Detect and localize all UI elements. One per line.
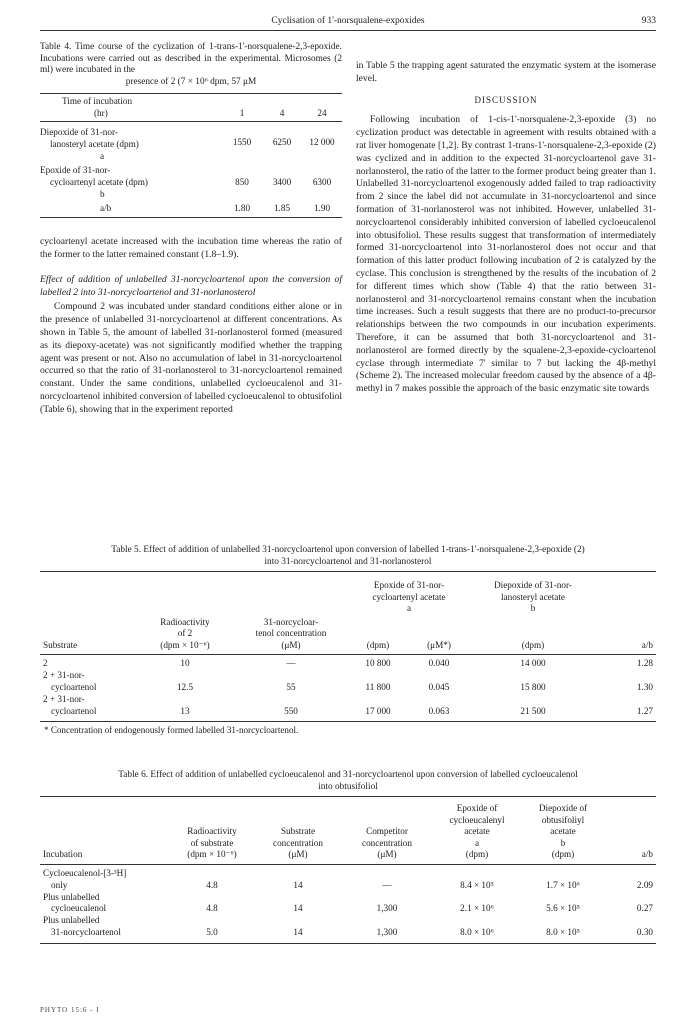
table5-h-conc-3: (μM) (281, 639, 301, 650)
table4-caption (40, 42, 342, 89)
table6-header-competitor (342, 797, 432, 865)
table4-time-2: 4 (262, 93, 302, 121)
table4-row-b (40, 163, 342, 201)
table6-h-epox-2: cycloeucalenyl (449, 814, 505, 825)
table5-cell: 21 500 (520, 705, 546, 716)
table5-cell: 55 (286, 682, 296, 692)
table6-cell: 1.7 × 10⁶ (546, 879, 580, 890)
table6-header-row (40, 797, 656, 865)
table-row (40, 892, 656, 916)
table6-cell: 8.4 × 10⁵ (460, 879, 494, 890)
table6-cell: 2.09 (636, 879, 653, 890)
table5-h-radio-3: (dpm × 10⁻⁶) (160, 639, 210, 650)
table6-h-subst-1: Substrate (280, 826, 316, 837)
table5-h-epox-dpm: (dpm) (348, 616, 408, 655)
table6-h-epox-3: acetate (464, 826, 490, 837)
table4-row-a-label-3: a (100, 150, 105, 161)
table-5 (40, 571, 656, 722)
table4-row-a-label-2: lanosteryl acetate (dpm) (50, 138, 139, 149)
table5-h-epox-um: (μM*) (408, 616, 470, 655)
table4-ratio-cell: 1.80 (233, 202, 251, 213)
table4-header-label-1: Time of incubation (62, 95, 133, 106)
table5-h-conc-2: tenol concentration (255, 628, 327, 639)
table6-cell: 0.30 (636, 926, 653, 937)
table4-cell: 6250 (272, 137, 292, 148)
running-header (40, 16, 656, 31)
table5-sub: 2 (43, 658, 48, 669)
table5-sub: cycloartenol (51, 705, 97, 716)
table5-cell: 550 (284, 705, 298, 716)
table5-sub: 2 + 31-nor- (43, 670, 85, 681)
table6-h-epox-5: (dpm) (465, 849, 489, 860)
table6-cell: 14 (293, 926, 303, 937)
right-paragraph-1: in Table 5 the trapping agent saturated the enzymatic system at the isomerase level. (356, 60, 656, 84)
table6-h-subst-3: (μM) (288, 849, 308, 860)
table4-cell: 6300 (312, 176, 332, 187)
table6-inc: Plus unlabelled (43, 915, 100, 926)
table6-h-comp-1: Competitor (366, 826, 408, 837)
table6-cell: — (382, 879, 392, 890)
table5-sub: 2 + 31-nor- (43, 693, 85, 704)
table6-h-radio-1: Radioactivity (187, 826, 237, 837)
table6-h-epox-4: a (474, 837, 480, 848)
table5-cell: 12.5 (176, 682, 194, 692)
table5-footnote: * Concentration of endogenously formed labelled 31-norcycloartenol. (44, 725, 299, 736)
table4-time-3: 24 (302, 93, 342, 121)
table6-cell: 14 (293, 903, 303, 914)
table5-h-diep-1: Diepoxide of 31-nor- (494, 580, 572, 591)
table6-h-diep-4: b (560, 837, 566, 848)
table6-header-radioactivity (170, 797, 254, 865)
table6-header-epoxide (432, 797, 522, 865)
table5-cell: 10 800 (365, 658, 391, 669)
right-paragraph-2: Following incubation of 1-cis-1'-norsqualene-2,3-epoxide (3) no cyclization product was detectable in agreement with results obtained with a rat liver homogenate [1,2]. By contrast 1-trans-1'-norsqualene-2,3-epoxide (2) was cyclized and in addition to the expected 31-norcycloartenol gave 31-norlanosterol, the ratio of the latter to the former product being greater than 1. Unlabelled 31-norcycloartenol exogenously added failed to trap radioactivity from 2 since the label did not accumulate in 31-norcycloartenol and since formation of 31-norlanosterol was not inhibited. However, unlabelled 31-norcycloartenol considerably inhibited conversion of labelled cycloeucalenol into obtusifoliol. These results suggest that transformation of intermediately formed 31-norcycloartenol into 31-norlanosterol does not occur and that formation of this latter product following incubation of 2 is catalyzed by the cyclase. This conclusion is strengthened by the results of the incubation of 2 for different times which show (Table 4) that the ratio between 31-norlanosterol and 31-norcycloartenol remains constant when the incubation time increases. Such a result suggests that there are no product-to-precursor relationships between the two compounds in our incubation experiments. Therefore, it can be assumed that both 31-norcycloartenol and 31-norlanosterol are formed directly by the squalene-2,3-epoxide-cycloartenol cyclase through intermediate 7' similar to 7 but lacking the 4β-methyl (Scheme 2). The increased molecular freedom caused by the absence of a 4β-methyl in 7 makes possible the approach of the basic enzymatic site towards (356, 114, 656, 395)
table6-inc: 31-norcycloartenol (51, 926, 121, 937)
table6-cell: 1,300 (376, 926, 398, 937)
table6-cell: 8.0 × 10⁵ (546, 926, 580, 937)
table6-h-incubation: Incubation (40, 797, 170, 865)
table6-cell: 2.1 × 10⁶ (460, 903, 494, 914)
left-paragraph-1: cycloartenyl acetate increased with the incubation time whereas the ratio of the former to the latter remained constant (1.8–1.9). (40, 235, 342, 260)
left-column (40, 42, 342, 417)
table-row (40, 694, 656, 722)
table5-sub: cycloartenol (51, 682, 97, 692)
table5-cell: 0.063 (428, 705, 450, 716)
table4-cell: 850 (235, 176, 249, 187)
table4-header-label-2: (hr) (94, 107, 108, 118)
table5-cell: 17 000 (365, 705, 391, 716)
table4-header-row (40, 93, 342, 121)
table5-cell: 10 (180, 658, 190, 669)
table5-caption-line1: Table 5. Effect of addition of unlabelled 31-norcycloartenol upon conversion of labelled 1-trans-1'-norsqualene-2,3-epoxide (2) (111, 545, 585, 555)
folio-mark: PHYTO 15:6 - I (40, 1006, 100, 1014)
table6-cell: 1,300 (376, 903, 398, 914)
table6-caption-line1: Table 6. Effect of addition of unlabelled cycloeucalenol and 31-norcycloartenol upon conversion of labelled cycloeucalenol (118, 770, 578, 780)
table5-cell: 1.27 (636, 705, 653, 716)
table6-h-subst-2: concentration (273, 837, 323, 848)
table5-cell: 14 000 (520, 658, 546, 669)
table4-row-a (40, 121, 342, 163)
table5-header-epoxide (348, 572, 470, 616)
page-number: 933 (641, 16, 656, 26)
table5-h-radio-1: Radioactivity (160, 616, 210, 627)
discussion-heading: DISCUSSION (474, 94, 538, 105)
table4-ratio-cell: 1.90 (313, 202, 331, 213)
table6-h-diep-5: (dpm) (551, 849, 575, 860)
table6-cell: 5.6 × 10⁵ (546, 903, 580, 914)
left-subheading: Effect of addition of unlabelled 31-norcycloartenol upon the conversion of labelled 2 into 31-norcycloartenol and 31-norlanosterol (40, 274, 342, 298)
table5-h-diep-2: lanosteryl acetate (500, 591, 566, 602)
table6-header-diepoxide (522, 797, 604, 865)
table5-h-substrate: Substrate (40, 616, 136, 655)
table4-ratio-row (40, 201, 342, 218)
table6-h-ratio: a/b (604, 797, 656, 865)
table5-caption (40, 545, 656, 568)
table5-header-row-2 (40, 616, 656, 655)
table5-cell: 15 800 (520, 682, 546, 692)
table5-cell: 1.30 (636, 682, 653, 692)
table5-block (40, 545, 656, 735)
table6-h-comp-2: concentration (362, 837, 412, 848)
table4-time-1: 1 (222, 93, 262, 121)
table5-h-epox-3: a (406, 603, 412, 614)
table6-cell: 4.8 (206, 903, 218, 914)
table6-header-substrate (254, 797, 342, 865)
table4-row-b-label-2: cycloartenyl acetate (dpm) (50, 176, 148, 187)
table6-cell: 8.0 × 10⁶ (460, 926, 494, 937)
table5-cell: 13 (180, 705, 190, 716)
table5-header-concentration (234, 616, 348, 655)
table5-h-ratio: a/b (596, 616, 656, 655)
table6-inc: only (51, 879, 68, 890)
table5-header-radioactivity (136, 616, 234, 655)
table5-cell: — (286, 658, 296, 669)
table5-cell: 11 800 (365, 682, 391, 692)
table-row (40, 864, 656, 891)
table5-cell: 0.045 (428, 682, 450, 692)
table5-caption-line2: into 31-norcycloartenol and 31-norlanosterol (264, 556, 432, 567)
table5-header-diepoxide (470, 572, 596, 616)
table4-row-b-label-1: Epoxide of 31-nor- (40, 164, 111, 175)
table4-cell: 12 000 (309, 137, 335, 148)
table6-block (40, 770, 656, 944)
table5-h-epox-2: cycloartenyl acetate (372, 591, 446, 602)
table6-inc: Plus unlabelled (43, 891, 100, 902)
table4-ratio-cell: 1.85 (273, 202, 291, 213)
table6-h-comp-3: (μM) (377, 849, 397, 860)
table-4 (40, 93, 342, 218)
table6-cell: 4.8 (206, 879, 218, 890)
table4-caption-center: presence of 2 (7 × 10⁶ dpm, 57 μM (125, 77, 257, 88)
right-column (356, 42, 656, 396)
table6-h-diep-3: acetate (550, 826, 576, 837)
table4-ratio-label: a/b (100, 202, 112, 213)
table6-h-diep-2: obtusifoliyl (541, 814, 585, 825)
table4-cell: 3400 (272, 176, 292, 187)
table6-h-epox-1: Epoxide of (456, 803, 498, 814)
table4-header-label (40, 93, 222, 121)
table-row (40, 915, 656, 943)
table-row (40, 655, 656, 670)
table4-row-b-label-3: b (100, 188, 105, 199)
table6-h-radio-2: of substrate (190, 837, 234, 848)
table6-inc: Cycloeucalenol-[3-³H] (43, 867, 127, 878)
table6-caption (40, 770, 656, 793)
table5-header-row-1 (40, 572, 656, 616)
table6-cell: 14 (293, 879, 303, 890)
table5-cell: 0.040 (428, 658, 450, 669)
left-paragraph-2: Compound 2 was incubated under standard conditions either alone or in the presence of unlabelled 31-norcycloartenol at different concentrations. As shown in Table 5, the amount of labelled 31-norlanosterol formed (measured as its diepoxy-acetate) was not significantly modified whether the trapping agent was present or not. Also no accumulation of label in 31-norcycloartenol occurred so that the ratio of 31-norlanosterol to 31-norcycloartenol remained constant. Under the same conditions, unlabelled cycloeucalenol and 31-norcycloartenol inhibited conversion of labelled cycloeucalenol to obtusifoliol (Table 6), showing that in the experiment reported (40, 301, 342, 415)
table4-row-a-label-1: Diepoxide of 31-nor- (40, 126, 118, 137)
table5-h-epox-1: Epoxide of 31-nor- (373, 580, 445, 591)
table-6 (40, 796, 656, 943)
table6-h-diep-1: Diepoxide of (538, 803, 588, 814)
table5-h-diep-3: b (530, 603, 536, 614)
running-title: Cyclisation of 1'-norsqualene-expoxides (271, 16, 425, 26)
table4-cell: 1550 (232, 137, 252, 148)
table-row (40, 670, 656, 694)
table5-h-conc-1: 31-norcycloar- (263, 616, 319, 627)
table5-h-diep-dpm: (dpm) (470, 616, 596, 655)
table5-cell: 1.28 (636, 658, 653, 669)
table6-cell: 0.27 (636, 903, 653, 914)
table6-caption-line2: into obtusifoliol (318, 781, 378, 792)
table4-caption-text: Table 4. Time course of the cyclization of 1-trans-1'-norsqualene-2,3-epoxide. Incubations were carried out as described in the experimental. Microsomes (2 ml) were incubated in the (40, 42, 342, 76)
table6-h-radio-3: (dpm × 10⁻⁶) (187, 849, 237, 860)
table6-cell: 5.0 (206, 926, 218, 937)
table6-inc: cycloeucalenol (51, 903, 107, 914)
table5-h-radio-2: of 2 (177, 628, 193, 639)
